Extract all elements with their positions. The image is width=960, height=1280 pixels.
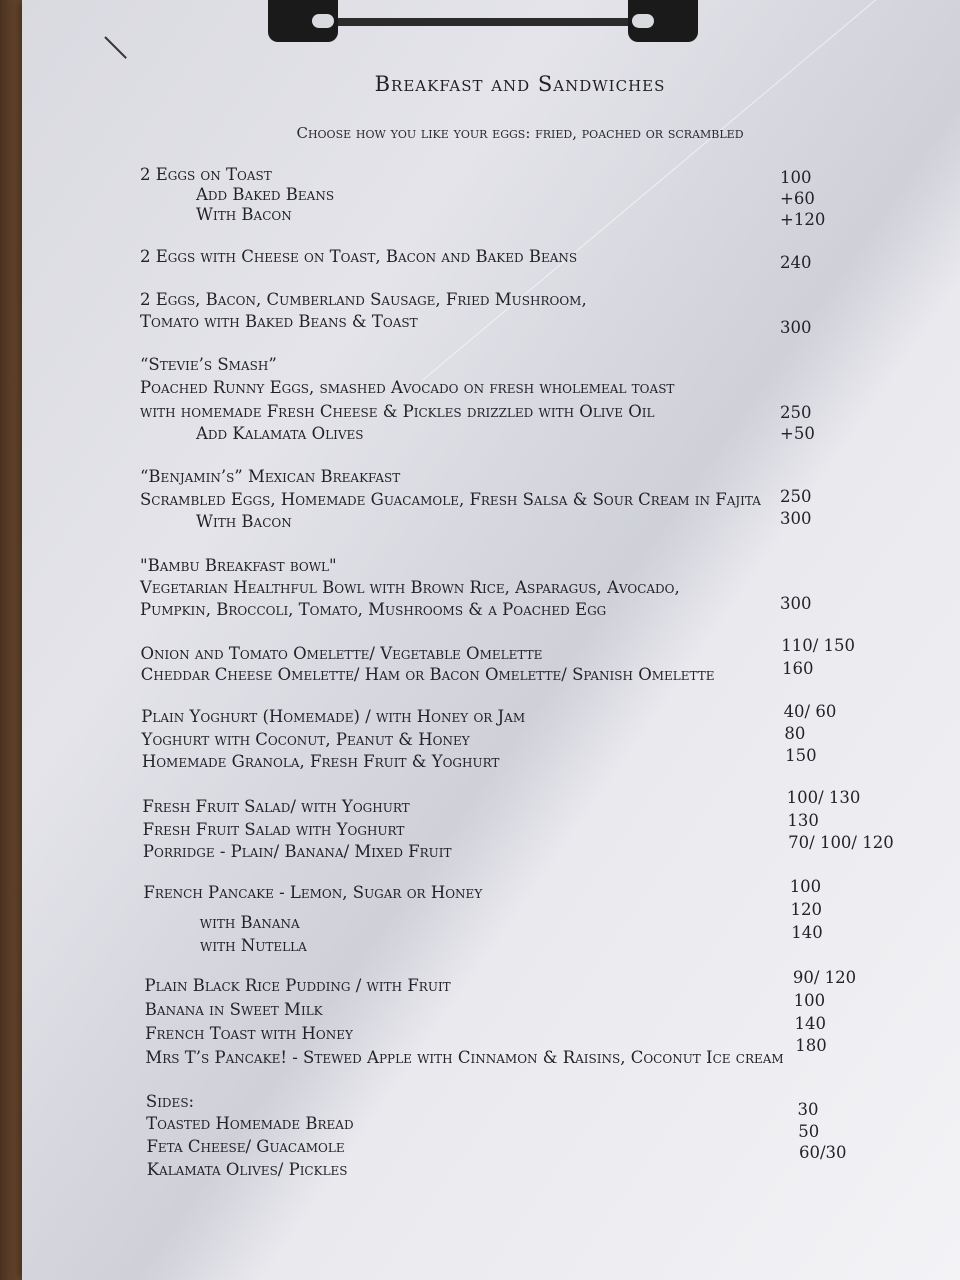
menu-item-line: with Nutella [200,936,307,955]
menu-item-line: With Bacon [196,205,292,224]
menu-item-line: Add Baked Beans [196,185,335,204]
menu-item-line: "Bambu Breakfast bowl" [140,556,337,575]
menu-price: 300 [780,594,812,613]
menu-price: 300 [780,509,812,528]
menu-item-line: French Toast with Honey [145,1024,353,1043]
menu-item-line: Homemade Granola, Fresh Fruit & Yoghurt [141,752,500,771]
menu-item-line: French Pancake - Lemon, Sugar or Honey [143,883,483,902]
menu-item-line: Feta Cheese/ Guacamole [146,1137,345,1156]
menu-item-line: Cheddar Cheese Omelette/ Ham or Bacon Omelette/ Spanish Omelette [140,665,715,684]
menu-price: +50 [780,424,815,443]
menu-item-line: Toasted Homemade Bread [146,1114,354,1133]
menu-item-line: Add Kalamata Olives [196,424,364,443]
menu-price: 130 [787,811,819,830]
menu-title: Breakfast and Sandwiches [374,72,666,96]
menu-item-line: Yoghurt with Coconut, Peanut & Honey [141,730,470,749]
menu-item-line: 2 Eggs on Toast [140,165,272,184]
menu-item-line: with Banana [199,913,300,932]
menu-item-line: Fresh Fruit Salad with Yoghurt [142,820,405,839]
menu-item-line: with homemade Fresh Cheese & Pickles drizzled with Olive Oil [140,402,655,421]
menu-price: 240 [780,253,812,272]
menu-item-line: With Bacon [196,512,292,531]
menu-price: 100/ 130 [786,788,861,807]
menu-item-line: Sides: [145,1092,195,1111]
menu-item-line: Scrambled Eggs, Homemade Guacamole, Fresh Salsa & Sour Cream in Fajita [140,490,761,509]
menu-item-line: Poached Runny Eggs, smashed Avocado on fresh wholemeal toast [140,378,675,397]
menu-item-line: Kalamata Olives/ Pickles [146,1160,348,1179]
menu-item-line: Pumpkin, Broccoli, Tomato, Mushrooms & a Poached Egg [140,600,607,619]
menu-item-line: “Stevie’s Smash” [140,355,277,374]
menu-item-line: Mrs T’s Pancake! - Stewed Apple with Cinnamon & Raisins, Coconut Ice cream [145,1048,784,1067]
menu-price: 70/ 100/ 120 [788,833,894,852]
menu-price: 110/ 150 [781,636,856,655]
menu-price: 90/ 120 [792,968,857,987]
menu-item-line: Vegetarian Healthful Bowl with Brown Rice, Asparagus, Avocado, [140,578,680,597]
menu-price: 80 [784,724,806,743]
menu-price: 180 [795,1036,827,1055]
menu-subtitle: Choose how you like your eggs: fried, poached or scrambled [296,124,744,142]
menu-price: 250 [780,487,812,506]
menu-price: 100 [789,877,822,896]
menu-price: 250 [780,403,812,422]
menu-price: 140 [794,1014,826,1033]
menu-item-line: Tomato with Baked Beans & Toast [140,312,418,331]
menu-price: 40/ 60 [783,702,837,721]
menu-price: 60/30 [799,1143,847,1162]
menu-price: 140 [791,923,823,942]
menu-price: 300 [780,318,812,337]
menu-item-line: Plain Black Rice Pudding / with Fruit [144,976,451,995]
menu-item-line: Plain Yoghurt (Homemade) / with Honey or Jam [141,707,526,726]
menu-item-line: “Benjamin’s” Mexican Breakfast [140,467,401,486]
menu-price: 160 [782,659,814,678]
menu-price: 100 [780,168,812,187]
menu-item-line: Porridge - Plain/ Banana/ Mixed Fruit [142,842,452,861]
menu-price: +60 [780,189,815,208]
menu-item-line: 2 Eggs with Cheese on Toast, Bacon and Baked Beans [140,247,578,266]
menu-price: 50 [798,1122,820,1141]
menu-price: +120 [780,210,826,229]
menu-price: 100 [793,991,826,1010]
menu-price: 150 [785,746,817,765]
menu-item-line: 2 Eggs, Bacon, Cumberland Sausage, Fried Mushroom, [140,290,587,309]
menu-price: 30 [797,1100,819,1119]
menu-item-line: Onion and Tomato Omelette/ Vegetable Omelette [140,644,543,663]
menu-item-line: Banana in Sweet Milk [144,1000,323,1019]
menu-item-line: Fresh Fruit Salad/ with Yoghurt [142,797,410,816]
menu-price: 120 [790,900,822,919]
